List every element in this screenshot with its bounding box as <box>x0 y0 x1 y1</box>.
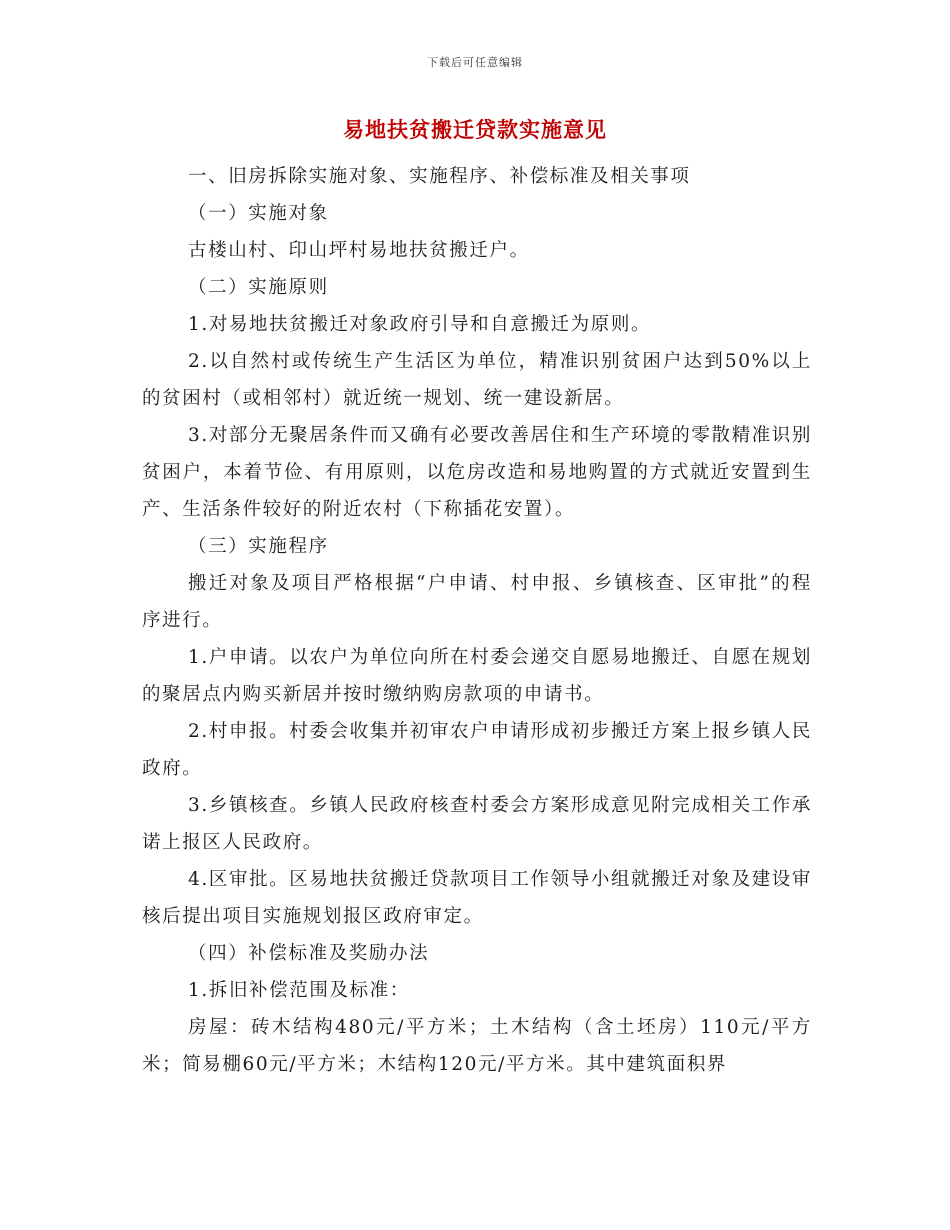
subsection-heading: （一）实施对象 <box>188 203 329 224</box>
paragraph: 1.户申请。以农户为单位向所在村委会递交自愿易地搬迁、自愿在规划的聚居点内购买新居并按时缴纳购房款项的申请书。 <box>142 647 812 705</box>
paragraph: 房屋：砖木结构480元/平方米；土木结构（含土坯房）110元/平方米；简易棚60元/平方米；木结构120元/平方米。其中建筑面积界 <box>142 1017 812 1075</box>
document-title: 易地扶贫搬迁贷款实施意见 <box>343 117 607 142</box>
paragraph: 4.区审批。区易地扶贫搬迁贷款项目工作领导小组就搬迁对象及建设审核后提出项目实施规划报区政府审定。 <box>142 869 812 927</box>
subsection-heading: （三）实施程序 <box>188 536 329 557</box>
paragraph: 1.拆旧补偿范围及标准： <box>188 980 410 1001</box>
subsection-heading: （四）补偿标准及奖励办法 <box>188 943 430 964</box>
document-body <box>142 158 812 1083</box>
section-heading: 一、旧房拆除实施对象、实施程序、补偿标准及相关事项 <box>188 166 691 187</box>
paragraph: 2.以自然村或传统生产生活区为单位，精准识别贫困户达到50%以上的贫困村（或相邻村）就近统一规划、统一建设新居。 <box>142 351 812 409</box>
paragraph: 3.对部分无聚居条件而又确有必要改善居住和生产环境的零散精准识别贫困户，本着节俭、有用原则，以危房改造和易地购置的方式就近安置到生产、生活条件较好的附近农村（下称插花安置）。 <box>142 425 812 520</box>
paragraph: 3.乡镇核查。乡镇人民政府核查村委会方案形成意见附完成相关工作承诺上报区人民政府。 <box>142 795 812 853</box>
paragraph: 1.对易地扶贫搬迁对象政府引导和自意搬迁为原则。 <box>188 314 652 335</box>
paragraph: 搬迁对象及项目严格根据“户申请、村申报、乡镇核查、区审批”的程序进行。 <box>142 573 812 631</box>
paragraph: 2.村申报。村委会收集并初审农户申请形成初步搬迁方案上报乡镇人民政府。 <box>142 721 812 779</box>
subsection-heading: （二）实施原则 <box>188 277 329 298</box>
header-note: 下载后可任意编辑 <box>427 56 523 69</box>
paragraph: 古楼山村、印山坪村易地扶贫搬迁户。 <box>188 240 530 261</box>
